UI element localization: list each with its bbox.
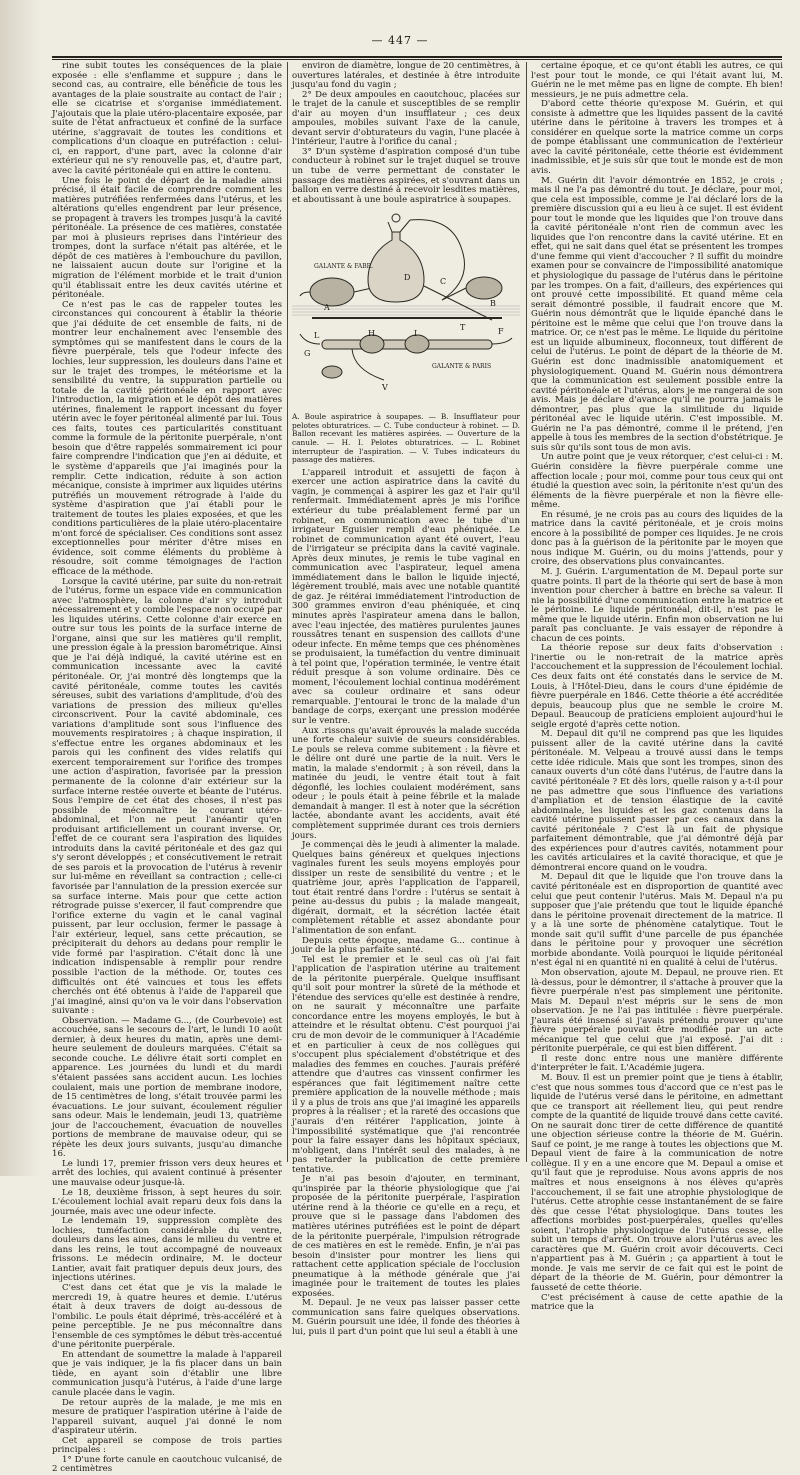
paragraph: Je commençai dès le jeudi à alimenter la malade. Quelques bains généreux et quelques injections vaginales furent les seuls moyens employés pour dissiper un reste de sensibilité du ventre ; et le quatrième jour, après l'application de l'appareil, tout était rentré dans l'ordre : l'utérus se sentait à peine au-dessus du pubis ; la malade mangeait, digérait, dormait, et la sécrétion lactée était complètement rétablie et assez abondante pour l'alimentation de son enfant.: [292, 840, 520, 937]
uterine-aspirator-illustration: [292, 210, 520, 410]
paragraph: De retour auprès de la malade, je me mis en mesure de pratiquer l'aspiration utérine à l'aide de l'appareil suivant, auquel j'ai donné le nom d'aspirateur utérin.: [52, 1397, 282, 1437]
paragraph: En attendant de soumettre la malade à l'appareil que je vais indiquer, je la fis placer dans un bain tiède, en ayant soin d'établir une libre communication jusqu'à l'utérus, à l'aide d'une large canule placée dans le vagin.: [52, 1349, 282, 1399]
figure-maker-label-bottom: GALANTE & PARIS: [432, 363, 492, 371]
column-1: [52, 61, 282, 1475]
figure-letter-i: I: [414, 329, 418, 339]
paragraph: Un autre point que je veux rétorquer, c'est celui-ci : M. Guérin considère la fièvre puerpérale comme une affection locale ; pour moi, comme pour tous ceux qui ont étudié la question avec soin, la péritonite n'est qu'un des éléments de la fièvre puerpérale et non la fièvre elle-même.: [531, 452, 783, 511]
observation-continued: [292, 469, 520, 1338]
paragraph: M. J. Guérin. L'argumentation de M. Depaul porte sur quatre points. Il part de la théorie qui sert de base à mon invention pour chercher à battre en brèche sa valeur. Il nie la possibilité d'une communication entre la matrice et le péritoine. Le liquide péritonéal, dit-il, n'est pas le même que le liquide utérin. Enfin mon observation ne lui paraît pas concluante. Je vais essayer de répondre à chacun de ces points.: [531, 566, 783, 644]
paragraph: Tel est le premier et le seul cas où j'ai fait l'application de l'aspiration utérine au traitement de la péritonite puerpérale. Quelque insuffisant qu'il soit pour montrer la sûreté de la méthode et l'étendue des services qu'elle est destinée à rendre, on ne saurait y méconnaître une parfaite concordance entre les moyens employés, le but à atteindre et le résultat obtenu. C'est pourquoi j'ai cru de mon devoir de le communiquer à l'Académie et en particulier à ceux de nos collègues qui s'occupent plus spécialement d'obstétrique et des maladies des femmes en couches. J'aurais préféré attendre que d'autres cas vinssent confirmer les espérances que fait légitimement naître cette première application de la nouvelle méthode ; mais il y a plus de trois ans que j'ai imaginé les appareils propres à la réaliser ; et la rareté des occasions que j'aurais d'en réitérer l'application, jointe à l'impossibilité systématique que j'ai rencontrée pour la faire essayer dans les hôpitaux spéciaux, m'obligent, dans l'intérêt seul des malades, à ne pas retarder la publication de cette première tentative.: [292, 954, 520, 1175]
paragraph: Une fois le point de départ de la maladie ainsi précisé, il était facile de comprendre comment les matières putréfiées renfermées dans l'utérus, et les altérations qu'elles engendrent par leur présence, se propagent à travers les trompes jusqu'à la cavité péritonéale. La présence de ces matières, constatée par moi à plusieurs reprises dans l'intérieur des trompes, dont la surface n'était pas altérée, et le dépôt de ces matières à l'embouchure du pavillon, ne laissaient aucun doute sur l'origine et la migration de l'élément morbide et le trait d'union qu'il établissait entre les deux cavités utérine et péritonéale.: [52, 175, 282, 301]
figure-letter-h: H: [368, 329, 375, 339]
figure-letter-t: T: [460, 323, 466, 333]
header-rule: [52, 56, 782, 60]
figure-letter-a: A: [324, 303, 330, 313]
figure-letter-c: C: [440, 277, 447, 287]
paragraph: Aux .rissons qu'avait éprouvés la malade succéda une forte chaleur suivie de sueurs considérables. Le pouls se releva comme subitement : la fièvre et le délire ont duré une partie de la nuit. Vers le matin, la malade s'endormit ; à son réveil, dans la matinée du jeudi, le ventre était tout à fait dégonflé, les lochies coulaient modérément, sans odeur ; le pouls était à peine fébrile et la malade demandait à manger. Il est à noter que la sécrétion lactée, abondante avant les accidents, avait été complètement supprimée durant ces trois derniers jours.: [292, 725, 520, 841]
paragraph: 3° D'un système d'aspiration composé d'un tube conducteur à robinet sur le trajet duquel se trouve un tube de verre permettant de constater le passage des matières aspirées, et s'ouvrant dans un ballon en verre destiné à recevoir lesdites matières, et aboutissant à une boule aspiratrice à soupapes.: [292, 146, 520, 205]
paragraph: Observation. — Madame G..., (de Courbevoie) est accouchée, sans le secours de l'art, le lundi 10 août dernier, à deux heures du matin, après une demi-heure seulement de douleurs marquées. C'était sa seconde couche. Le délivre était sorti complet en apparence. Les journées du lundi et du mardi s'étaient passées sans accident aucun. Les lochies coulaient, mais une portion de membrane inodore, de 15 centimètres de long, s'était trouvée parmi les évacuations. Le jour suivant, écoulement régulier sans odeur. Mais le lendemain, jeudi 13, quatrième jour de l'accouchement, évacuation de nouvelles portions de membrane de mauvaise odeur, qui se répète les deux jours suivants, jusqu'au dimanche 16.: [52, 1015, 282, 1160]
paragraph: Le lundi 17, premier frisson vers deux heures et arrêt des lochies, qui avaient continué à présenter une mauvaise odeur jusque-là.: [52, 1158, 282, 1188]
paragraph: En résumé, je ne crois pas au cours des liquides de la matrice dans la cavité péritonéale, et je crois moins encore à la possibilité de pomper ces liquides. Je ne crois donc pas à la guérison de la péritonite par le moyen que nous indique M. Guérin, ou du moins j'attends, pour y croire, des observations plus convaincantes.: [531, 509, 783, 568]
figure-letter-d: D: [404, 273, 411, 283]
paragraph: D'abord cette théorie qu'expose M. Guérin, et qui consiste à admettre que les liquides passent de la cavité utérine dans le péritoine à travers les trompes et à considérer en quelque sorte la matrice comme un corps de pompe établissant une communication de l'extérieur avec la cavité péritonéale, cette théorie est évidemment inadmissible, et je suis sûr que tout le monde est de mon avis.: [531, 99, 783, 177]
paragraph: Mon observation, ajoute M. Depaul, ne prouve rien. Et là-dessus, pour le démontrer, il s'attache à prouver que la fièvre puerpérale n'est pas simplement une péritonite. Mais M. Depaul n'est mépris sur le sens de mon observation. Je ne l'ai pas intitulée : fièvre puerpérale. J'aurais été insensé si j'avais prétendu prouver qu'une fièvre puerpérale pouvait être modifiée par un acte mécanique tel que celui que j'ai exposé. J'ai dit : péritonite puerpérale, ce qui est bien différent.: [531, 967, 783, 1055]
paragraph: La théorie repose sur deux faits d'observation : l'inertie ou le non-retrait de la matrice après l'accouchement et la suppression de l'écoulement lochial. Ces deux faits ont été constatés dans le service de M. Louis, à l'Hôtel-Dieu, dans le cours d'une épidémie de fièvre puerpérale en 1846. Cette théorie a été accréditée depuis, beaucoup plus que ne semble le croire M. Depaul. Beaucoup de praticiens emploient aujourd'hui le seigle ergoté d'après cette notion.: [531, 643, 783, 730]
column-3: [531, 61, 783, 1313]
figure-caption-text: A. Boule aspiratrice à soupapes. — B. Insufflateur pour pelotes obturatrices. — C. Tube conducteur à robinet. — D. Ballon recevant les matières aspirées. — Ouverture de la canule. — H. I. Pelotes obturatrices. — L. Robinet interrupteur de l'aspiration. — V. Tubes indicateurs du passage des matières.: [292, 412, 520, 465]
paragraph: 1° D'une forte canule en caoutchouc vulcanisé, de 2 centimètres: [52, 1454, 282, 1475]
paragraph: M. Depaul dit qu'il ne comprend pas que les liquides puissent aller de la cavité utérine dans la cavité péritonéale. M. Velpeau a trouvé aussi dans le temps cette idée ridicule. Mais que sont les trompes, sinon des canaux ouverts d'un côté dans l'utérus, de l'autre dans la cavité péritonéale ? Et dès lors, quelle raison y a-t-il pour ne pas admettre que sous l'influence des variations d'ampliation et de tension élastique de la cavité abdominale, les liquides et les gaz contenus dans la cavité utérine puissent passer par ces canaux dans la cavité péritonéale ? C'est là un fait de physique parfaitement démontrable, que j'ai démontré déjà par des expériences pour d'autres cavités, notamment pour les cavités articulaires et la cavité thoracique, et que je démontrerai encore quand on le voudra.: [531, 729, 783, 873]
paragraph: M. Depaul dit que le liquide que l'on trouve dans la cavité péritonéale est en disproportion de quantité avec celui que peut contenir l'utérus. Mais M. Depaul n'a pu supposer que j'aie prétendu que tout le liquide épanché dans le péritoine provenait directement de la matrice. Il y a là une sorte de phénomène catalytique. Tout le monde sait qu'il suffit d'une parcelle de pus épanchée dans le péritoine pour y provoquer une sécrétion morbide abondante. Voilà pourquoi le liquide péritonéal n'est égal ni en quantité ni en qualité à celui de l'utérus.: [531, 872, 783, 969]
column-divider: [287, 62, 288, 1162]
figure-maker-label: GALANTE & FABR.: [314, 263, 374, 271]
figure-caption: [292, 413, 520, 465]
paragraph: C'est dans cet état que je vis la malade le mercredi 19, à quatre heures et demie. L'utérus était à deux travers de doigt au-dessous de l'ombilic. Le pouls était déprimé, très-accéléré et à peine perceptible. Je ne pus méconnaître dans l'ensemble de ces symptômes le début très-accentué d'une péritonite puerpérale.: [52, 1283, 282, 1351]
paragraph: M. Bouv. Il est un premier point que je tiens à établir, c'est que nous sommes tous d'accord que ce n'est pas le liquide de l'utérus versé dans le péritoine, en admettant que ce transport ait réellement lieu, qui peut rendre compte de la quantité de liquide trouvé dans cette cavité. On ne saurait donc tirer de cette différence de quantité une objection sérieuse contre la théorie de M. Guérin. Sauf ce point, je me range à toutes les objections que M. Depaul vient de faire à la communication de notre collègue. Il y en a une encore que M. Depaul a omise et qu'il faut que je reproduise. Nous avons appris de nos maîtres et nous enseignons à nos élèves qu'après l'accouchement, il se fait une atrophie physiologique de l'utérus. Cette atrophie cesse instantanément de se faire dès que cesse l'état physiologique. Dans toutes les affections morbides post-puerpérales, quelles qu'elles soient, l'atrophie physiologique de l'utérus cesse, elle subit un temps d'arrêt. On trouve alors l'utérus avec les caractères que M. Guérin croit avoir découverts. Ceci n'appartient pas à M. Guérin ; ça appartient à tout le monde. Je vais me servir de ce fait qui est le point de départ de la théorie de M. Guérin, pour démontrer la fausseté de cette théorie.: [531, 1072, 783, 1293]
paragraph: 2° De deux ampoules en caoutchouc, placées sur le trajet de la canule et susceptibles de se remplir d'air au moyen d'un insufflateur ; ces deux ampoules, mobiles suivant l'axe de la canule, devant servir d'obturateurs du vagin, l'une placée à l'intérieur, l'autre à l'orifice du canal ;: [292, 89, 520, 148]
apparatus-description: [292, 62, 520, 205]
figure-letter-g: G: [304, 349, 311, 359]
paragraph: Cet appareil se compose de trois parties principales :: [52, 1435, 282, 1456]
column-divider: [526, 62, 527, 1162]
page-number: — 447 —: [371, 34, 429, 47]
paragraph: L'appareil introduit et assujetti de façon à exercer une action aspiratrice dans la cavité du vagin, je commençai à aspirer les gaz et l'air qu'il renfermait. Immédiatement après je mis l'orifice extérieur du tube préalablement fermé par un robinet, en communication avec le tube d'un irrigateur Eguisier rempli d'eau phéniquée. Le robinet de communication ayant été ouvert, l'eau de l'irrigateur se précipita dans la cavité vaginale. Après deux minutes, je remis le tube vaginal en communication avec l'aspirateur, lequel amena immédiatement dans le ballon le liquide injecté, légèrement troublé, mais avec une notable quantité de gaz. Je réitérai immédiatement l'introduction de 300 grammes environ d'eau phéniquée, et cinq minutes après l'aspirateur amena dans le ballon, avec l'eau injectée, des matières purulentes jaunes roussâtres tenant en suspension des caillots d'une odeur infecte. En même temps que ces phénomènes se produisaient, la tuméfaction du ventre diminuait à tel point que, l'opération terminée, le ventre était réduit presque à son volume ordinaire. Dès ce moment, l'écoulement lochial continua modérément avec sa couleur ordinaire et sans odeur remarquable. J'entourai le tronc de la malade d'un bandage de corps, exerçant une pression modérée sur le ventre.: [292, 467, 520, 726]
figure-letter-v: V: [382, 383, 388, 393]
paragraph: Ce n'est pas le cas de rappeler toutes les circonstances qui concourent à établir la théorie que j'ai déduite de cet ensemble de faits, ni de montrer leur enchaînement avec l'ensemble des symptômes qui se manifestent dans le cours de la fièvre puerpérale, tels que l'odeur infecte des lochies, leur suppression, les douleurs dans l'aine et sur le trajet des trompes, le météorisme et la sensibilité du ventre, la suppuration partielle ou totale de la cavité péritonéale en rapport avec l'introduction, la migration et le dépôt des matières utérines, finalement le rapport incessant du foyer utérin avec le foyer péritonéal alimenté par lui. Tous ces faits, toutes ces particularités constituant comme la formule de la péritonite puerpérale, n'ont besoin que d'être rappelés sommairement ici pour faire comprendre l'indication que j'en ai déduite, et le système d'appareils que j'ai imaginés pour la remplir. Cette indication, réduite à son action mécanique, consiste à imprimer aux liquides utérins putréfiés un mouvement rétrograde à l'aide du système d'aspiration que j'ai établi pour le traitement de toutes les plaies exposées, et que les conditions particulières de la plaie utéro-placentaire m'ont forcé de spécialiser. Ces conditions sont assez exceptionnelles pour mériter d'être mises en évidence, soit comme éléments du problème à résoudre, soit comme témoignages de l'action efficace de la méthode.: [52, 299, 282, 577]
paragraph: Le 18, deuxième frisson, à sept heures du soir. L'écoulement lochial avait reparu deux fois dans la journée, mais avec une odeur infecte.: [52, 1187, 282, 1217]
paragraph: certaine époque, et ce qu'ont établi les autres, ce qui l'est pour tout le monde, ce qui l'était avant lui, M. Guérin ne le met même pas en ligne de compte. Eh bien! messieurs, je ne puis admettre cela.: [531, 61, 783, 100]
paragraph: environ de diamètre, longue de 20 centimètres, à ouvertures latérales, et destinée à être introduite jusqu'au fond du vagin ;: [292, 61, 520, 91]
uterine-aspirator-figure: [292, 210, 520, 410]
column-2: [292, 61, 520, 1337]
paragraph: Je n'ai pas besoin d'ajouter, en terminant, qu'inspirée par la théorie physiologique que j'ai proposée de la péritonite puerpérale, l'aspiration utérine rend à la théorie ce qu'elle en a reçu, et prouve que si le passage dans l'abdomen des matières utérines putréfiées est le point de départ de la péritonite puerpérale, l'impulsion rétrograde de ces matières en est le remède. Enfin, je n'ai pas besoin d'insister pour montrer les liens qui rattachent cette application spéciale de l'occlusion pneumatique à la méthode générale que j'ai imaginée pour le traitement de toutes les plaies exposées.: [292, 1174, 520, 1299]
paragraph: Le lendemain 19, suppression complète des lochies, tuméfaction considérable du ventre, douleurs dans les aines, dans le milieu du ventre et dans les reins, le tout accompagné de nouveaux frissons. Le médecin ordinaire, M. le docteur Lantier, avait fait pratiquer depuis deux jours, des injections utérines.: [52, 1216, 282, 1284]
paragraph: rine subit toutes les conséquences de la plaie exposée : elle s'enflamme et suppure ; dans le second cas, au contraire, elle bénéficie de tous les avantages de la plaie soustraite au contact de l'air ; elle se cicatrise et s'organise immédiatement. J'ajoutais que la plaie utéro-placentaire exposée, par suite de l'état anfractueux et confiné de la surface utérine, s'aggravait de toutes les conditions et complications d'un cloaque en putréfaction : celui-ci, en rapport, d'une part, avec la colonne d'air extérieur qui ne s'y renouvelle pas, et, d'autre part, avec la cavité péritonéale qui en attire le contenu.: [52, 61, 282, 177]
figure-letter-f: F: [498, 327, 504, 337]
paragraph: Lorsque la cavité utérine, par suite du non-retrait de l'utérus, forme un espace vide en communication avec l'atmosphère, la colonne d'air s'y introduit nécessairement et y comble l'espace non occupé par les liquides utérins. Cette colonne d'air exerce en outre sur tous les points de la surface interne de l'organe, ainsi que sur les matières qu'il remplit, une pression égale à la pression barométrique. Ainsi que je l'ai déjà indiqué, la cavité utérine est en communication incessante avec la cavité péritonéale. Or, j'ai montré dès longtemps que la cavité péritonéale, comme toutes les cavités séreuses, subit des variations d'amplitude, d'où des variations de pression des milieux qu'elles circonscrivent. Pour la cavité abdominale, ces variations d'amplitude sont sous l'influence des mouvements respiratoires ; à chaque inspiration, il s'effectue entre les organes abdominaux et les parois qui les confinent des vides relatifs qui exercent temporairement sur l'orifice des trompes une action d'aspiration, favorisée par la pression permanente de la colonne d'air extérieur sur la surface interne restée ouverte et béante de l'utérus. Sous l'empire de cet état des choses, il n'est pas possible de méconnaître le courant utéro-abdominal, et l'on ne peut l'anéantir qu'en produisant artificiellement un courant inverse. Or, l'effet de ce courant sera l'aspiration des liquides introduits dans la cavité péritonéale et des gaz qui s'y seront développés ; et consécutivement le retrait de ses parois et la provocation de l'utérus à revenir sur lui-même en réveillant sa contraction ; celle-ci favorisée par l'annulation de la pression exercée sur sa surface interne. Mais pour que cette action rétrograde puisse s'exercer, il faut comprendre que l'orifice externe du vagin et le canal vaginal puissent, par leur occlusion, fermer le passage à l'air extérieur, lequel, sans cette précaution, se précipiterait du dehors au dedans pour remplir le vide formé par l'aspiration. C'était donc là une indication indispensable à remplir pour rendre possible l'action de la méthode. Or, toutes ces difficultés ont été vaincues et tous les effets cherchés ont été obtenus à l'aide de l'appareil que j'ai imaginé, ainsi qu'on va le voir dans l'observation suivante :: [52, 576, 282, 1017]
paragraph: C'est précisément à cause de cette apathie de la matrice que la: [531, 1292, 783, 1313]
paragraph: M. Depaul. Je ne veux pas laisser passer cette communication sans faire quelques observations. M. Guérin poursuit une idée, il fonde des théories à lui, puis il part d'un point que lui seul a établi à une: [292, 1298, 520, 1337]
paragraph: M. Guérin dit l'avoir démontrée en 1852, je crois ; mais il ne l'a pas démontré du tout. Je déclare, pour moi, que cela est impossible, comme je l'ai déclaré lors de la première discussion qui a eu lieu à ce sujet. Il est évident pour tout le monde que les liquides que l'on trouve dans la cavité péritonéale n'ont rien de commun avec les liquides que l'on rencontre dans la cavité utérine. Et en effet, qui ne sait dans quel état se présentent les trompes d'une femme qui vient d'accoucher ? Il suffit du moindre examen pour se convaincre de l'impossibilité anatomique et physiologique du passage de l'utérus dans le péritoine par les trompes. On a fait, d'ailleurs, des expériences qui ont prouvé cette impossibilité. Et quand même cela serait démontré possible, il faudrait encore que M. Guérin nous démontrât que le liquide épanché dans le péritoine est le même que celui que l'on trouve dans la matrice. Or, ce n'est pas le même. Le liquide du péritoine est un liquide albumineux, floconneux, tout différent de celui de l'utérus. Le point de départ de la théorie de M. Guérin est donc inadmissible anatomiquement et physiologiquement. Quand M. Guérin nous démontrera que la communication est seulement possible entre la cavité péritonéale et l'utérus, alors je me rangerai de son avis. Mais je déclare d'avance qu'il ne pourra jamais le démontrer, pas plus que la similitude du liquide péritonéal avec le liquide utérin. C'est impossible. M. Guérin ne l'a pas démontré, comme il le prétend, j'en appelle à tous les membres de la section d'obstétrique. Je suis sûr qu'ils sont tous de mon avis.: [531, 175, 783, 453]
paragraph: Il reste donc entre nous une manière différente d'interpréter le fait. L'Académie jugera.: [531, 1053, 783, 1074]
figure-letter-b: B: [490, 299, 496, 309]
paragraph: Depuis cette époque, madame G... continue à jouir de la plus parfaite santé.: [292, 935, 520, 956]
page-binding-shadow: [0, 0, 40, 1176]
figure-letter-l: L: [314, 331, 320, 341]
